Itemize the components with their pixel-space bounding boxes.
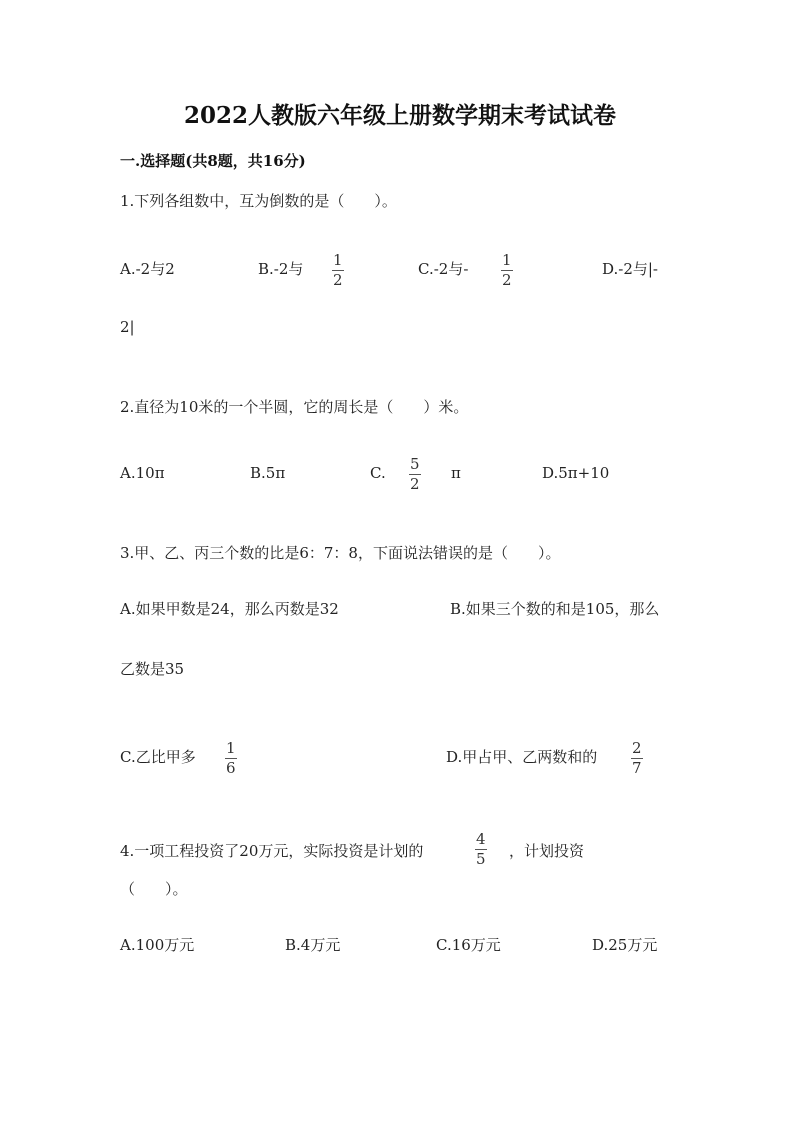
q1-option-c[interactable]: C.-2与- [418,260,469,278]
q2-option-b[interactable]: B.5π [250,464,286,482]
q1-option-b-fraction [331,253,345,288]
q4-option-c[interactable]: C.16万元 [436,936,501,954]
fraction-denominator: 2 [333,271,343,289]
question-1-stem: 1.下列各组数中，互为倒数的是（ ）。 [120,192,397,210]
page-title: 2022人教版六年级上册数学期末考试试卷 [183,102,616,129]
q4-option-d[interactable]: D.25万元 [592,936,658,954]
q3-option-d-fraction [630,741,644,776]
q1-option-d-continued: 2| [120,318,135,336]
q1-option-a[interactable]: A.-2与2 [120,260,175,278]
fraction-denominator: 2 [502,271,512,289]
q3-option-b-continued: 乙数是35 [120,660,185,678]
q1-option-d[interactable]: D.-2与|- [602,260,658,278]
q3-option-a[interactable]: A.如果甲数是24，那么丙数是32 [120,600,339,618]
q4-stem-fraction [474,832,488,867]
question-4-stem: 4.一项工程投资了20万元，实际投资是计划的 [120,842,424,860]
fraction-denominator: 6 [226,759,236,777]
q3-option-c-fraction [224,741,238,776]
q1-option-c-fraction [500,253,514,288]
section-heading-choice: 一.选择题(共8题，共16分) [120,152,306,170]
q3-option-d[interactable]: D.甲占甲、乙两数和的 [446,748,598,766]
question-2-stem: 2.直径为10米的一个半圆，它的周长是（ ）米。 [120,398,469,416]
question-4-answer-blank: （ ）。 [120,880,188,898]
fraction-numerator: 4 [476,830,486,848]
q2-option-d[interactable]: D.5π+10 [542,464,610,482]
question-4-stem-continued: ，计划投资 [509,842,585,860]
q2-option-c-fraction [408,457,422,492]
fraction-numerator: 1 [502,251,512,269]
q2-option-c[interactable]: C. [370,464,386,482]
fraction-denominator: 2 [410,475,420,493]
q2-option-c-pi: π [451,464,461,482]
fraction-numerator: 1 [333,251,343,269]
fraction-denominator: 7 [632,759,642,777]
fraction-denominator: 5 [476,850,486,868]
q2-option-a[interactable]: A.10π [120,464,165,482]
q3-option-b[interactable]: B.如果三个数的和是105，那么 [450,600,660,618]
fraction-numerator: 1 [226,739,236,757]
q3-option-c[interactable]: C.乙比甲多 [120,748,196,766]
fraction-numerator: 2 [632,739,642,757]
q1-option-b[interactable]: B.-2与 [258,260,304,278]
q4-option-a[interactable]: A.100万元 [120,936,195,954]
question-3-stem: 3.甲、乙、丙三个数的比是6：7：8，下面说法错误的是（ ）。 [120,544,561,562]
fraction-numerator: 5 [410,455,420,473]
q4-option-b[interactable]: B.4万元 [285,936,341,954]
